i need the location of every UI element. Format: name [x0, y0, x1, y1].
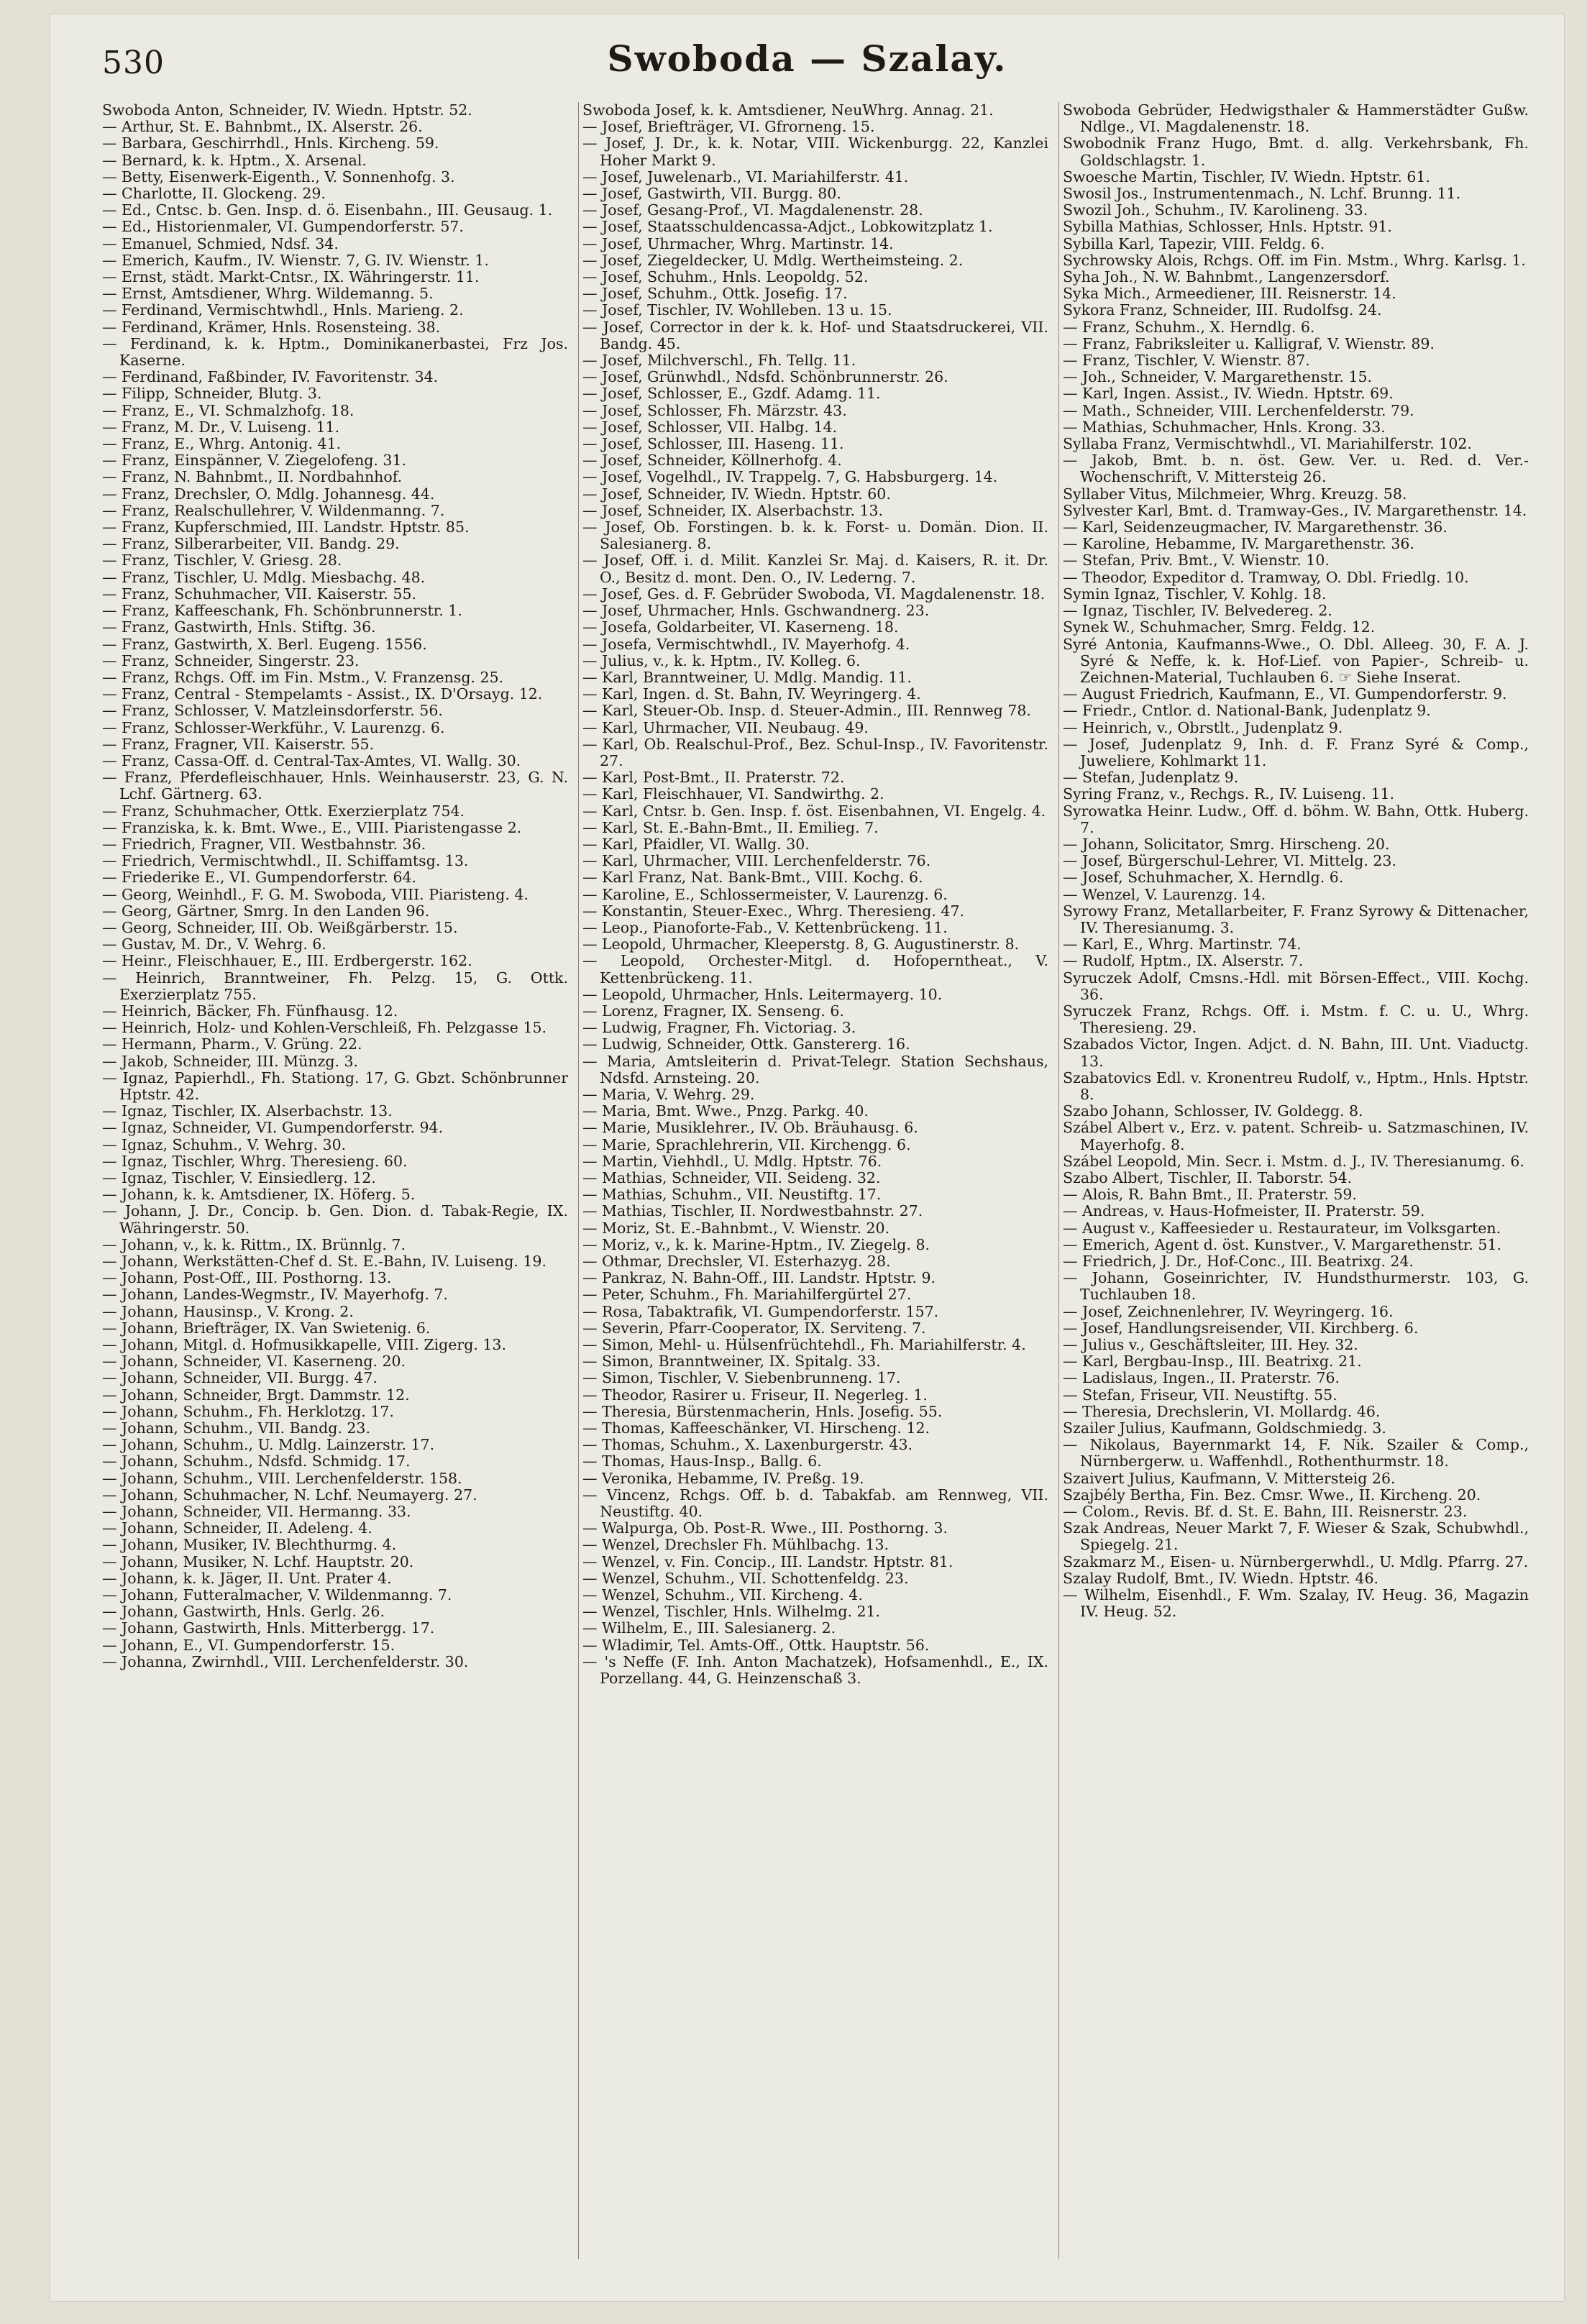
directory-entry: — Johann, Schneider, VI. Kaserneng. 20. [102, 1353, 406, 1371]
directory-entry: — Heinrich, Holz- und Kohlen-Verschleiß, Fh. Pelzgasse 15. [102, 1019, 547, 1037]
directory-entry: — Josef, Schuhm., Ottk. Josefig. 17. [582, 285, 848, 303]
entry-columns [102, 102, 1547, 2266]
directory-entry: — Johann, Schuhm., VIII. Lerchenfelderstr. 158. [102, 1469, 462, 1487]
directory-entry: — Bernard, k. k. Hptm., X. Arsenal. [102, 151, 367, 169]
directory-entry: — Karl, Pfaidler, VI. Wallg. 30. [582, 835, 810, 853]
directory-entry: Syruczek Adolf, Cmsns.-Hdl. mit Börsen-Effect., VIII. Kochg. 36. [1063, 969, 1529, 1003]
directory-entry: — Franz, Gastwirth, Hnls. Stiftg. 36. [102, 618, 376, 636]
directory-entry: — Nikolaus, Bayernmarkt 14, F. Nik. Szailer & Comp., Nürnbergerw. u. Waffenhdl., Rothenthurmstr. 18. [1063, 1436, 1529, 1470]
directory-entry: — Julius, v., k. k. Hptm., IV. Kolleg. 6. [582, 651, 861, 669]
directory-entry: Swobodnik Franz Hugo, Bmt. d. allg. Verkehrsbank, Fh. Goldschlagstr. 1. [1063, 134, 1529, 169]
directory-entry: Syha Joh., N. W. Bahnbmt., Langenzersdorf. [1063, 268, 1390, 286]
directory-entry: — Karl Franz, Nat. Bank-Bmt., VIII. Kochg. 6. [582, 869, 923, 887]
directory-entry: — Johann, E., VI. Gumpendorferstr. 15. [102, 1636, 395, 1654]
directory-entry: — Karl, Branntweiner, U. Mdlg. Mandig. 11. [582, 668, 912, 686]
directory-entry: — Johann, Schuhm., VII. Bandg. 23. [102, 1419, 370, 1437]
page-header [50, 32, 1564, 96]
directory-entry: Szailer Julius, Kaufmann, Goldschmiedg. 3. [1063, 1419, 1386, 1437]
directory-entry: — Franz, Schneider, Singerstr. 23. [102, 651, 360, 669]
directory-entry: — Wenzel, Drechsler Fh. Mühlbachg. 13. [582, 1536, 889, 1554]
directory-entry: — Andreas, v. Haus-Hofmeister, II. Praterstr. 59. [1063, 1202, 1425, 1220]
directory-entry: — Johann, Futteralmacher, V. Wildenmanng. 7. [102, 1586, 452, 1604]
running-title: Swoboda — Szalay. [607, 37, 1007, 80]
directory-entry: — Franz, Tischler, U. Mdlg. Miesbachg. 48. [102, 568, 426, 586]
directory-entry: — Ernst, städt. Markt-Cntsr., IX. Währingerstr. 11. [102, 268, 480, 286]
directory-entry: — Alois, R. Bahn Bmt., II. Praterstr. 59. [1063, 1186, 1357, 1204]
directory-entry: — Josef, Bürgerschul-Lehrer, VI. Mittelg. 23. [1063, 852, 1396, 870]
directory-entry: — Johann, Schuhm., Ndsfd. Schmidg. 17. [102, 1452, 411, 1470]
directory-entry: — Betty, Eisenwerk-Eigenth., V. Sonnenhofg. 3. [102, 168, 455, 186]
directory-entry: — Moriz, v., k. k. Marine-Hptm., IV. Ziegelg. 8. [582, 1235, 930, 1253]
directory-entry: — Johann, Schuhm., U. Mdlg. Lainzerstr. 17. [102, 1436, 435, 1454]
directory-entry: — Ed., Historienmaler, VI. Gumpendorferstr. 57. [102, 218, 464, 236]
directory-entry: — Marie, Sprachlehrerin, VII. Kirchengg. 6. [582, 1135, 911, 1153]
directory-entry: — Karoline, E., Schlossermeister, V. Laurenzg. 6. [582, 885, 948, 903]
directory-entry: — Lorenz, Fragner, IX. Senseng. 6. [582, 1002, 844, 1020]
directory-entry: — Wilhelm, E., III. Salesianerg. 2. [582, 1619, 836, 1637]
directory-entry: — Josef, Ges. d. F. Gebrüder Swoboda, VI. Magdalenenstr. 18. [582, 585, 1046, 603]
page-number: 530 [102, 45, 165, 81]
directory-entry: Syrowy Franz, Metallarbeiter, F. Franz Syrowy & Dittenacher, IV. Theresianumg. 3. [1063, 902, 1529, 936]
directory-entry: — Johann, Mitgl. d. Hofmusikkapelle, VIII. Zigerg. 13. [102, 1336, 506, 1354]
directory-entry: — Ferdinand, k. k. Hptm., Dominikanerbastei, Frz Jos. Kaserne. [102, 334, 568, 370]
directory-entry: — Josef, Schuhmacher, X. Herndlg. 6. [1063, 869, 1344, 887]
directory-entry: — Johann, Gastwirth, Hnls. Mitterbergg. 17. [102, 1619, 435, 1637]
directory-entry: — Franz, Realschullehrer, V. Wildenmanng. 7. [102, 501, 445, 519]
directory-entry: Szajbély Bertha, Fin. Bez. Cmsr. Wwe., II. Kircheng. 20. [1063, 1486, 1481, 1504]
directory-entry: — Ernst, Amtsdiener, Whrg. Wildemanng. 5. [102, 285, 434, 303]
directory-entry: — Rosa, Tabaktrafik, VI. Gumpendorferstr. 157. [582, 1302, 939, 1320]
directory-entry: Syré Antonia, Kaufmanns-Wwe., O. Dbl. Alleeg. 30, F. A. J. Syré & Neffe, k. k. Hof-Lief. von Papier-, Schreib- u. Zeichnen-Material, Tuchlauben 6. ☞ Siehe Inserat. [1063, 635, 1529, 686]
directory-entry: — Franz, Tischler, V. Wienstr. 87. [1063, 352, 1310, 370]
directory-entry: — Josef, Ziegeldecker, U. Mdlg. Wertheimsteing. 2. [582, 251, 964, 269]
directory-entry: — Wenzel, Schuhm., VII. Kircheng. 4. [582, 1586, 863, 1604]
directory-entry: — Josef, Judenplatz 9, Inh. d. F. Franz Syré & Comp., Juweliere, Kohlmarkt 11. [1063, 735, 1529, 769]
directory-entry: — Barbara, Geschirrhdl., Hnls. Kircheng. 59. [102, 134, 439, 152]
directory-entry: — Karl, Ingen. Assist., IV. Wiedn. Hptstr. 69. [1063, 385, 1394, 403]
directory-entry: — Simon, Mehl- u. Hülsenfrüchtehdl., Fh. Mariahilferstr. 4. [582, 1336, 1026, 1354]
directory-entry: Szalay Rudolf, Bmt., IV. Wiedn. Hptstr. 46. [1063, 1569, 1379, 1587]
directory-entry: — Josef, Schlosser, VII. Halbg. 14. [582, 418, 838, 436]
directory-entry: Syllaber Vitus, Milchmeier, Whrg. Kreuzg. 58. [1063, 485, 1407, 503]
directory-entry: Szábel Albert v., Erz. v. patent. Schreib- u. Satzmaschinen, IV. Mayerhofg. 8. [1063, 1119, 1529, 1153]
directory-entry: — Johann, Hausinsp., V. Krong. 2. [102, 1302, 354, 1320]
directory-entry: — Leopold, Uhrmacher, Hnls. Leitermayerg. 10. [582, 985, 943, 1003]
directory-entry: — Stefan, Priv. Bmt., V. Wienstr. 10. [1063, 552, 1330, 569]
directory-entry: — Franz, Silberarbeiter, VII. Bandg. 29. [102, 535, 400, 553]
directory-entry: — Franz, Fabriksleiter u. Kalligraf, V. Wienstr. 89. [1063, 334, 1435, 352]
directory-entry: — Walpurga, Ob. Post-R. Wwe., III. Posthorng. 3. [582, 1519, 948, 1537]
directory-entry: — August v., Kaffeesieder u. Restaurateur, im Volksgarten. [1063, 1219, 1501, 1237]
directory-entry: — Johann, Schneider, VII. Hermanng. 33. [102, 1503, 411, 1521]
directory-entry: — Theodor, Expeditor d. Tramway, O. Dbl. Friedlg. 10. [1063, 568, 1469, 586]
directory-entry: — Josef, Corrector in der k. k. Hof- und Staatsdruckerei, VII. Bandg. 45. [582, 318, 1048, 352]
directory-entry: — Johann, Goseinrichter, IV. Hundsthurmerstr. 103, G. Tuchlauben 18. [1063, 1269, 1529, 1304]
directory-entry: — Heinrich, Bäcker, Fh. Fünfhausg. 12. [102, 1002, 398, 1020]
directory-entry: — Franziska, k. k. Bmt. Wwe., E., VIII. Piaristengasse 2. [102, 818, 522, 836]
directory-entry: — Mathias, Schuhm., VII. Neustiftg. 17. [582, 1186, 882, 1204]
directory-entry: Sybilla Karl, Tapezir, VIII. Feldg. 6. [1063, 234, 1325, 252]
directory-entry: — Marie, Musiklehrer., IV. Ob. Bräuhausg. 6. [582, 1119, 918, 1137]
directory-entry: — Josef, Vogelhdl., IV. Trappelg. 7, G. Habsburgerg. 14. [582, 468, 998, 486]
directory-entry: — Johann, Schneider, II. Adeleng. 4. [102, 1519, 372, 1537]
directory-entry: — Josef, Milchverschl., Fh. Tellg. 11. [582, 352, 856, 370]
directory-entry: — Franz, Tischler, V. Griesg. 28. [102, 552, 342, 569]
directory-entry: Sykora Franz, Schneider, III. Rudolfsg. 24. [1063, 301, 1382, 319]
directory-entry: — Jakob, Schneider, III. Münzg. 3. [102, 1052, 359, 1070]
directory-entry: — Johann, Briefträger, IX. Van Swietenig. 6. [102, 1319, 431, 1337]
directory-entry: — Maria, V. Wehrg. 29. [582, 1085, 755, 1103]
directory-entry: Synek W., Schuhmacher, Smrg. Feldg. 12. [1063, 618, 1376, 636]
directory-entry: — Mathias, Tischler, II. Nordwestbahnstr. 27. [582, 1202, 923, 1220]
directory-entry: — Thomas, Schuhm., X. Laxenburgerstr. 43. [582, 1436, 913, 1454]
directory-entry: Syrowatka Heinr. Ludw., Off. d. böhm. W. Bahn, Ottk. Huberg. 7. [1063, 802, 1529, 836]
directory-entry: — Friedrich, Vermischtwhdl., II. Schiffamtsg. 13. [102, 852, 469, 870]
directory-entry: Swozil Joh., Schuhm., IV. Karolineng. 33. [1063, 201, 1368, 219]
directory-entry: Szabo Albert, Tischler, II. Taborstr. 54. [1063, 1169, 1353, 1186]
directory-entry: — Stefan, Friseur, VII. Neustiftg. 55. [1063, 1386, 1337, 1404]
directory-entry: — Ignaz, Tischler, V. Einsiedlerg. 12. [102, 1169, 376, 1186]
directory-entry: — Thomas, Kaffeeschänker, VI. Hirscheng. 12. [582, 1419, 930, 1437]
directory-entry: Sybilla Mathias, Schlosser, Hnls. Hptstr. 91. [1063, 218, 1392, 236]
directory-entry: — Karoline, Hebamme, IV. Margarethenstr. 36. [1063, 535, 1414, 553]
directory-entry: — Leop., Pianoforte-Fab., V. Kettenbrückeng. 11. [582, 918, 948, 936]
directory-entry: — Josef, Schneider, IV. Wiedn. Hptstr. 60. [582, 485, 891, 503]
directory-entry: — Johann, Schneider, VII. Burgg. 47. [102, 1369, 378, 1387]
directory-entry: — Ignaz, Tischler, IV. Belvedereg. 2. [1063, 602, 1332, 620]
directory-entry: — Karl, Fleischhauer, VI. Sandwirthg. 2. [582, 785, 884, 803]
directory-entry: Swoboda Anton, Schneider, IV. Wiedn. Hptstr. 52. [102, 102, 472, 119]
directory-entry: — Wilhelm, Eisenhdl., F. Wm. Szalay, IV. Heug. 36, Magazin IV. Heug. 52. [1063, 1586, 1529, 1621]
directory-entry: — Thomas, Haus-Insp., Ballg. 6. [582, 1452, 822, 1470]
directory-entry: — Mathias, Schuhmacher, Hnls. Krong. 33. [1063, 418, 1386, 436]
directory-entry: — Josef, Tischler, IV. Wohlleben. 13 u. 15. [582, 301, 892, 319]
directory-entry: Sylvester Karl, Bmt. d. Tramway-Ges., IV. Margarethenstr. 14. [1063, 501, 1527, 519]
directory-entry: — Johann, Gastwirth, Hnls. Gerlg. 26. [102, 1603, 385, 1621]
directory-entry: — Franz, Schuhmacher, Ottk. Exerzierplatz 754. [102, 802, 465, 820]
directory-entry: Swoboda Gebrüder, Hedwigsthaler & Hammerstädter Gußw. Ndlge., VI. Magdalenenstr. 18. [1063, 102, 1529, 136]
column-2 [582, 102, 1048, 2266]
directory-entry: — Rudolf, Hptm., IX. Alserstr. 7. [1063, 952, 1304, 970]
directory-entry: — Othmar, Drechsler, VI. Esterhazyg. 28. [582, 1253, 891, 1271]
directory-entry: Symin Ignaz, Tischler, V. Kohlg. 18. [1063, 585, 1327, 603]
directory-entry: — Josefa, Goldarbeiter, VI. Kaserneng. 18. [582, 618, 899, 636]
directory-entry: — Konstantin, Steuer-Exec., Whrg. Theresieng. 47. [582, 902, 965, 920]
directory-entry: — Franz, M. Dr., V. Luiseng. 11. [102, 418, 340, 436]
directory-entry: — Karl, Ob. Realschul-Prof., Bez. Schul-Insp., IV. Favoritenstr. 27. [582, 735, 1048, 769]
directory-entry: — Josef, Gesang-Prof., VI. Magdalenenstr. 28. [582, 201, 923, 219]
directory-entry: — Josef, Gastwirth, VII. Burgg. 80. [582, 185, 841, 203]
directory-entry: — Simon, Branntweiner, IX. Spitalg. 33. [582, 1353, 881, 1371]
directory-entry: — Josef, Grünwhdl., Ndsfd. Schönbrunnerstr. 26. [582, 368, 948, 386]
directory-entry: — Heinrich, v., Obrstlt., Judenplatz 9. [1063, 718, 1343, 736]
directory-entry: Syring Franz, v., Rechgs. R., IV. Luiseng. 11. [1063, 785, 1395, 803]
directory-page [50, 14, 1564, 2301]
directory-entry: — Josef, Schlosser, III. Haseng. 11. [582, 435, 844, 453]
directory-entry: — Franz, N. Bahnbmt., II. Nordbahnhof. [102, 468, 403, 486]
directory-entry: — Franz, Schuhm., X. Herndlg. 6. [1063, 318, 1315, 336]
directory-entry: — Simon, Tischler, V. Siebenbrunneng. 17. [582, 1369, 901, 1387]
directory-entry: — Josef, Briefträger, VI. Gfrorneng. 15. [582, 118, 875, 136]
directory-entry: — Josef, Uhrmacher, Whrg. Martinstr. 14. [582, 234, 894, 252]
directory-entry: — Johann, Schuhmacher, N. Lchf. Neumayerg. 27. [102, 1486, 477, 1504]
directory-entry: — Josef, Juwelenarb., VI. Mariahilferstr. 41. [582, 168, 909, 186]
directory-entry: — Franz, E., VI. Schmalzhofg. 18. [102, 401, 355, 419]
directory-entry: — Jakob, Bmt. b. n. öst. Gew. Ver. u. Red. d. Ver.-Wochenschrift, V. Mittersteig 26. [1063, 452, 1529, 486]
directory-entry: — Stefan, Judenplatz 9. [1063, 769, 1239, 787]
directory-entry: — Veronika, Hebamme, IV. Preßg. 19. [582, 1469, 864, 1487]
directory-entry: — Karl, Bergbau-Insp., III. Beatrixg. 21. [1063, 1353, 1362, 1371]
directory-entry: Swoesche Martin, Tischler, IV. Wiedn. Hptstr. 61. [1063, 168, 1430, 186]
directory-entry: — Johann, k. k. Amtsdiener, IX. Höferg. 5. [102, 1186, 416, 1204]
directory-entry: — Ignaz, Tischler, IX. Alserbachstr. 13. [102, 1102, 393, 1120]
directory-entry: — Gustav, M. Dr., V. Wehrg. 6. [102, 935, 326, 953]
directory-entry: — Franz, Pferdefleischhauer, Hnls. Weinhauserstr. 23, G. N. Lchf. Gärtnerg. 63. [102, 769, 568, 803]
directory-entry: — Friedrich, J. Dr., Hof-Conc., III. Beatrixg. 24. [1063, 1253, 1414, 1271]
directory-entry: — Josef, Staatsschuldencassa-Adjct., Lobkowitzplatz 1. [582, 218, 993, 236]
directory-entry: Syruczek Franz, Rchgs. Off. i. Mstm. f. C. u. U., Whrg. Theresieng. 29. [1063, 1002, 1529, 1037]
directory-entry: — Ferdinand, Faßbinder, IV. Favoritenstr. 34. [102, 368, 439, 386]
directory-entry: — Arthur, St. E. Bahnbmt., IX. Alserstr. 26. [102, 118, 423, 136]
directory-entry: — Georg, Schneider, III. Ob. Weißgärberstr. 15. [102, 918, 458, 936]
directory-entry: — Josef, Schlosser, Fh. Märzstr. 43. [582, 401, 847, 419]
directory-entry: — Wenzel, v. Fin. Concip., III. Landstr. Hptstr. 81. [582, 1552, 953, 1570]
directory-entry: — Joh., Schneider, V. Margarethenstr. 15. [1063, 368, 1373, 386]
directory-entry: — Friederike E., VI. Gumpendorferstr. 64. [102, 869, 417, 887]
directory-entry: — Karl, Post-Bmt., II. Praterstr. 72. [582, 769, 845, 787]
directory-entry: — Franz, Drechsler, O. Mdlg. Johannesg. 44. [102, 485, 435, 503]
directory-entry: Szakmarz M., Eisen- u. Nürnbergerwhdl., U. Mdlg. Pfarrg. 27. [1063, 1552, 1529, 1570]
directory-entry: — Karl, E., Whrg. Martinstr. 74. [1063, 935, 1302, 953]
directory-entry: — Wenzel, Tischler, Hnls. Wilhelmg. 21. [582, 1603, 881, 1621]
directory-entry: — Ignaz, Papierhdl., Fh. Stationg. 17, G. Gbzt. Schönbrunner Hptstr. 42. [102, 1069, 568, 1103]
directory-entry: — Ladislaus, Ingen., II. Praterstr. 76. [1063, 1369, 1340, 1387]
directory-entry: — Vincenz, Rchgs. Off. b. d. Tabakfab. am Rennweg, VII. Neustiftg. 40. [582, 1486, 1048, 1521]
directory-entry: — Emerich, Agent d. öst. Kunstver., V. Margarethenstr. 51. [1063, 1235, 1502, 1253]
directory-entry: — Johann, k. k. Jäger, II. Unt. Prater 4. [102, 1569, 392, 1587]
directory-entry: — Karl, St. E.-Bahn-Bmt., II. Emilieg. 7. [582, 818, 879, 836]
directory-entry: — Franz, Fragner, VII. Kaiserstr. 55. [102, 735, 375, 753]
directory-entry: — Ferdinand, Vermischtwhdl., Hnls. Marieng. 2. [102, 301, 464, 319]
directory-entry: — Ignaz, Schuhm., V. Wehrg. 30. [102, 1135, 347, 1153]
directory-entry: — Wenzel, Schuhm., VII. Schottenfeldg. 23. [582, 1569, 909, 1587]
directory-entry: — Ludwig, Schneider, Ottk. Ganstererg. 16. [582, 1035, 910, 1053]
directory-entry: — Franz, Central - Stempelamts - Assist., IX. D'Orsayg. 12. [102, 685, 543, 703]
directory-entry: — Josef, Handlungsreisender, VII. Kirchberg. 6. [1063, 1319, 1419, 1337]
directory-entry: — Leopold, Orchester-Mitgl. d. Hofoperntheat., V. Kettenbrückeng. 11. [582, 952, 1048, 987]
directory-entry: — Moriz, St. E.-Bahnbmt., V. Wienstr. 20. [582, 1219, 890, 1237]
directory-entry: — Johann, Landes-Wegmstr., IV. Mayerhofg. 7. [102, 1286, 448, 1304]
directory-entry: — Karl, Ingen. d. St. Bahn, IV. Weyringerg. 4. [582, 685, 921, 703]
directory-entry: — Franz, Rchgs. Off. im Fin. Mstm., V. Franzensg. 25. [102, 668, 504, 686]
directory-entry: — Josef, Ob. Forstingen. b. k. k. Forst- u. Domän. Dion. II. Salesianerg. 8. [582, 518, 1048, 553]
directory-entry: — Franz, Kupferschmied, III. Landstr. Hptstr. 85. [102, 518, 470, 536]
directory-entry: — Franz, Gastwirth, X. Berl. Eugeng. 1556. [102, 635, 427, 653]
directory-entry: — Johann, Musiker, IV. Blechthurmg. 4. [102, 1536, 397, 1554]
directory-entry: — Ludwig, Fragner, Fh. Victoriag. 3. [582, 1019, 856, 1037]
directory-entry: — Josef, Schlosser, E., Gzdf. Adamg. 11. [582, 385, 881, 403]
directory-entry: — Wenzel, V. Laurenzg. 14. [1063, 885, 1266, 903]
directory-entry: — Johanna, Zwirnhdl., VIII. Lerchenfelderstr. 30. [102, 1652, 469, 1670]
directory-entry: — Karl, Uhrmacher, VIII. Lerchenfelderstr. 76. [582, 852, 931, 870]
directory-entry: — Franz, E., Whrg. Antonig. 41. [102, 435, 342, 453]
directory-entry: — Johann, Solicitator, Smrg. Hirscheng. 20. [1063, 835, 1390, 853]
directory-entry: — Wladimir, Tel. Amts-Off., Ottk. Hauptstr. 56. [582, 1636, 930, 1654]
directory-entry: — Theresia, Drechslerin, VI. Mollardg. 46. [1063, 1402, 1381, 1420]
directory-entry: — Josef, Off. i. d. Milit. Kanzlei Sr. Maj. d. Kaisers, R. it. Dr. O., Besitz d. mont. Den. O., IV. Lederng. 7. [582, 552, 1048, 586]
directory-entry: — Georg, Weinhdl., F. G. M. Swoboda, VIII. Piaristeng. 4. [102, 885, 529, 903]
directory-entry: — Johann, Werkstätten-Chef d. St. E.-Bahn, IV. Luiseng. 19. [102, 1253, 546, 1271]
directory-entry: — Josef, Schuhm., Hnls. Leopoldg. 52. [582, 268, 869, 286]
directory-entry: — Johann, v., k. k. Rittm., IX. Brünnlg. 7. [102, 1235, 406, 1253]
column-3 [1063, 102, 1529, 2266]
directory-entry: — Mathias, Schneider, VII. Seideng. 32. [582, 1169, 881, 1186]
directory-entry: — Franz, Kaffeeschank, Fh. Schönbrunnerstr. 1. [102, 602, 462, 620]
directory-entry: — Martin, Viehhdl., U. Mdlg. Hptstr. 76. [582, 1152, 882, 1170]
directory-entry: — Math., Schneider, VIII. Lerchenfelderstr. 79. [1063, 401, 1414, 419]
directory-entry: — Karl, Seidenzeugmacher, IV. Margarethenstr. 36. [1063, 518, 1447, 536]
directory-entry: — Colom., Revis. Bf. d. St. E. Bahn, III. Reisnerstr. 23. [1063, 1503, 1468, 1521]
directory-entry: Szabatovics Edl. v. Kronentreu Rudolf, v., Hptm., Hnls. Hptstr. 8. [1063, 1069, 1529, 1103]
directory-entry: Szak Andreas, Neuer Markt 7, F. Wieser & Szak, Schubwhdl., Spiegelg. 21. [1063, 1519, 1529, 1554]
directory-entry: — Heinrich, Branntweiner, Fh. Pelzg. 15, G. Ottk. Exerzierplatz 755. [102, 969, 568, 1003]
directory-entry: — Filipp, Schneider, Blutg. 3. [102, 385, 322, 403]
directory-entry: — Ignaz, Schneider, VI. Gumpendorferstr. 94. [102, 1119, 444, 1137]
directory-entry: — Emerich, Kaufm., IV. Wienstr. 7, G. IV. Wienstr. 1. [102, 251, 489, 269]
directory-entry: — Josef, J. Dr., k. k. Notar, VIII. Wickenburgg. 22, Kanzlei Hoher Markt 9. [582, 134, 1048, 169]
directory-entry: — Josef, Uhrmacher, Hnls. Gschwandnerg. 23. [582, 602, 930, 620]
directory-entry: — Franz, Schlosser, V. Matzleinsdorferstr. 56. [102, 702, 443, 720]
directory-entry: — Theodor, Rasirer u. Friseur, II. Negerleg. 1. [582, 1386, 928, 1404]
directory-entry: — Peter, Schuhm., Fh. Mariahilfergürtel 27. [582, 1286, 912, 1304]
directory-entry: — Emanuel, Schmied, Ndsf. 34. [102, 234, 339, 252]
directory-entry: — Franz, Schlosser-Werkführ., V. Laurenzg. 6. [102, 718, 445, 736]
directory-entry: — Ignaz, Tischler, Whrg. Theresieng. 60. [102, 1152, 408, 1170]
directory-entry: — Severin, Pfarr-Cooperator, IX. Serviteng. 7. [582, 1319, 926, 1337]
directory-entry: Swoboda Josef, k. k. Amtsdiener, NeuWhrg. Annag. 21. [582, 102, 994, 119]
directory-entry: — Ferdinand, Krämer, Hnls. Rosensteing. 38. [102, 318, 441, 336]
column-1 [102, 102, 568, 2266]
directory-entry: — Johann, Schuhm., Fh. Herklotzg. 17. [102, 1402, 394, 1420]
directory-entry: Szabados Victor, Ingen. Adjct. d. N. Bahn, III. Unt. Viaductg. 13. [1063, 1035, 1529, 1070]
directory-entry: — Leopold, Uhrmacher, Kleeperstg. 8, G. Augustinerstr. 8. [582, 935, 1020, 953]
directory-entry: Sychrowsky Alois, Rchgs. Off. im Fin. Mstm., Whrg. Karlsg. 1. [1063, 251, 1526, 269]
directory-entry: — August Friedrich, Kaufmann, E., VI. Gumpendorferstr. 9. [1063, 685, 1507, 703]
directory-entry: — Heinr., Fleischhauer, E., III. Erdbergerstr. 162. [102, 952, 472, 970]
directory-entry: — Josef, Schneider, Köllnerhofg. 4. [582, 452, 842, 470]
directory-entry: — Josef, Zeichnenlehrer, IV. Weyringerg. 16. [1063, 1302, 1394, 1320]
directory-entry: Syllaba Franz, Vermischtwhdl., VI. Mariahilferstr. 102. [1063, 435, 1472, 453]
directory-entry: — Josef, Schneider, IX. Alserbachstr. 13. [582, 501, 884, 519]
directory-entry: — Hermann, Pharm., V. Grüng. 22. [102, 1035, 362, 1053]
directory-entry: — Karl, Cntsr. b. Gen. Insp. f. öst. Eisenbahnen, VI. Engelg. 4. [582, 802, 1046, 820]
directory-entry: — Charlotte, II. Glockeng. 29. [102, 185, 326, 203]
directory-entry: — Johann, J. Dr., Concip. b. Gen. Dion. d. Tabak-Regie, IX. Währingerstr. 50. [102, 1202, 568, 1237]
directory-entry: — Franz, Cassa-Off. d. Central-Tax-Amtes, VI. Wallg. 30. [102, 751, 521, 769]
directory-entry: Swosil Jos., Instrumentenmach., N. Lchf. Brunng. 11. [1063, 185, 1461, 203]
directory-entry: — Pankraz, N. Bahn-Off., III. Landstr. Hptstr. 9. [582, 1269, 936, 1287]
directory-entry: — Ed., Cntsc. b. Gen. Insp. d. ö. Eisenbahn., III. Geusaug. 1. [102, 201, 553, 219]
directory-entry: — Johann, Musiker, N. Lchf. Hauptstr. 20. [102, 1552, 414, 1570]
directory-entry: — Johann, Schneider, Brgt. Dammstr. 12. [102, 1386, 410, 1404]
directory-entry: — Franz, Einspänner, V. Ziegelofeng. 31. [102, 452, 407, 470]
directory-entry: — Georg, Gärtner, Smrg. In den Landen 96. [102, 902, 430, 920]
directory-entry: — Karl, Steuer-Ob. Insp. d. Steuer-Admin., III. Rennweg 78. [582, 702, 1031, 720]
directory-entry: — Franz, Schuhmacher, VII. Kaiserstr. 55. [102, 585, 417, 603]
directory-entry: Szabo Johann, Schlosser, IV. Goldegg. 8. [1063, 1102, 1363, 1120]
directory-entry: — Maria, Amtsleiterin d. Privat-Telegr. Station Sechshaus, Ndsfd. Arnsteing. 20. [582, 1052, 1048, 1086]
directory-entry: — Friedrich, Fragner, VII. Westbahnstr. 36. [102, 835, 426, 853]
directory-entry: Szaivert Julius, Kaufmann, V. Mittersteig 26. [1063, 1469, 1396, 1487]
directory-entry: Syka Mich., Armeediener, III. Reisnerstr. 14. [1063, 285, 1396, 303]
directory-entry: — 's Neffe (F. Inh. Anton Machatzek), Hofsamenhdl., E., IX. Porzellang. 44, G. Heinzenschaß 3. [582, 1652, 1048, 1688]
directory-entry: — Johann, Post-Off., III. Posthorng. 13. [102, 1269, 392, 1287]
directory-entry: — Karl, Uhrmacher, VII. Neubaug. 49. [582, 718, 869, 736]
directory-entry: — Maria, Bmt. Wwe., Pnzg. Parkg. 40. [582, 1102, 869, 1120]
directory-entry: — Theresia, Bürstenmacherin, Hnls. Josefig. 55. [582, 1402, 943, 1420]
directory-entry: — Josefa, Vermischtwhdl., IV. Mayerhofg. 4. [582, 635, 910, 653]
directory-entry: — Friedr., Cntlor. d. National-Bank, Judenplatz 9. [1063, 702, 1431, 720]
directory-entry: Szábel Leopold, Min. Secr. i. Mstm. d. J., IV. Theresianumg. 6. [1063, 1152, 1524, 1170]
directory-entry: — Julius v., Geschäftsleiter, III. Hey. 32. [1063, 1336, 1358, 1354]
